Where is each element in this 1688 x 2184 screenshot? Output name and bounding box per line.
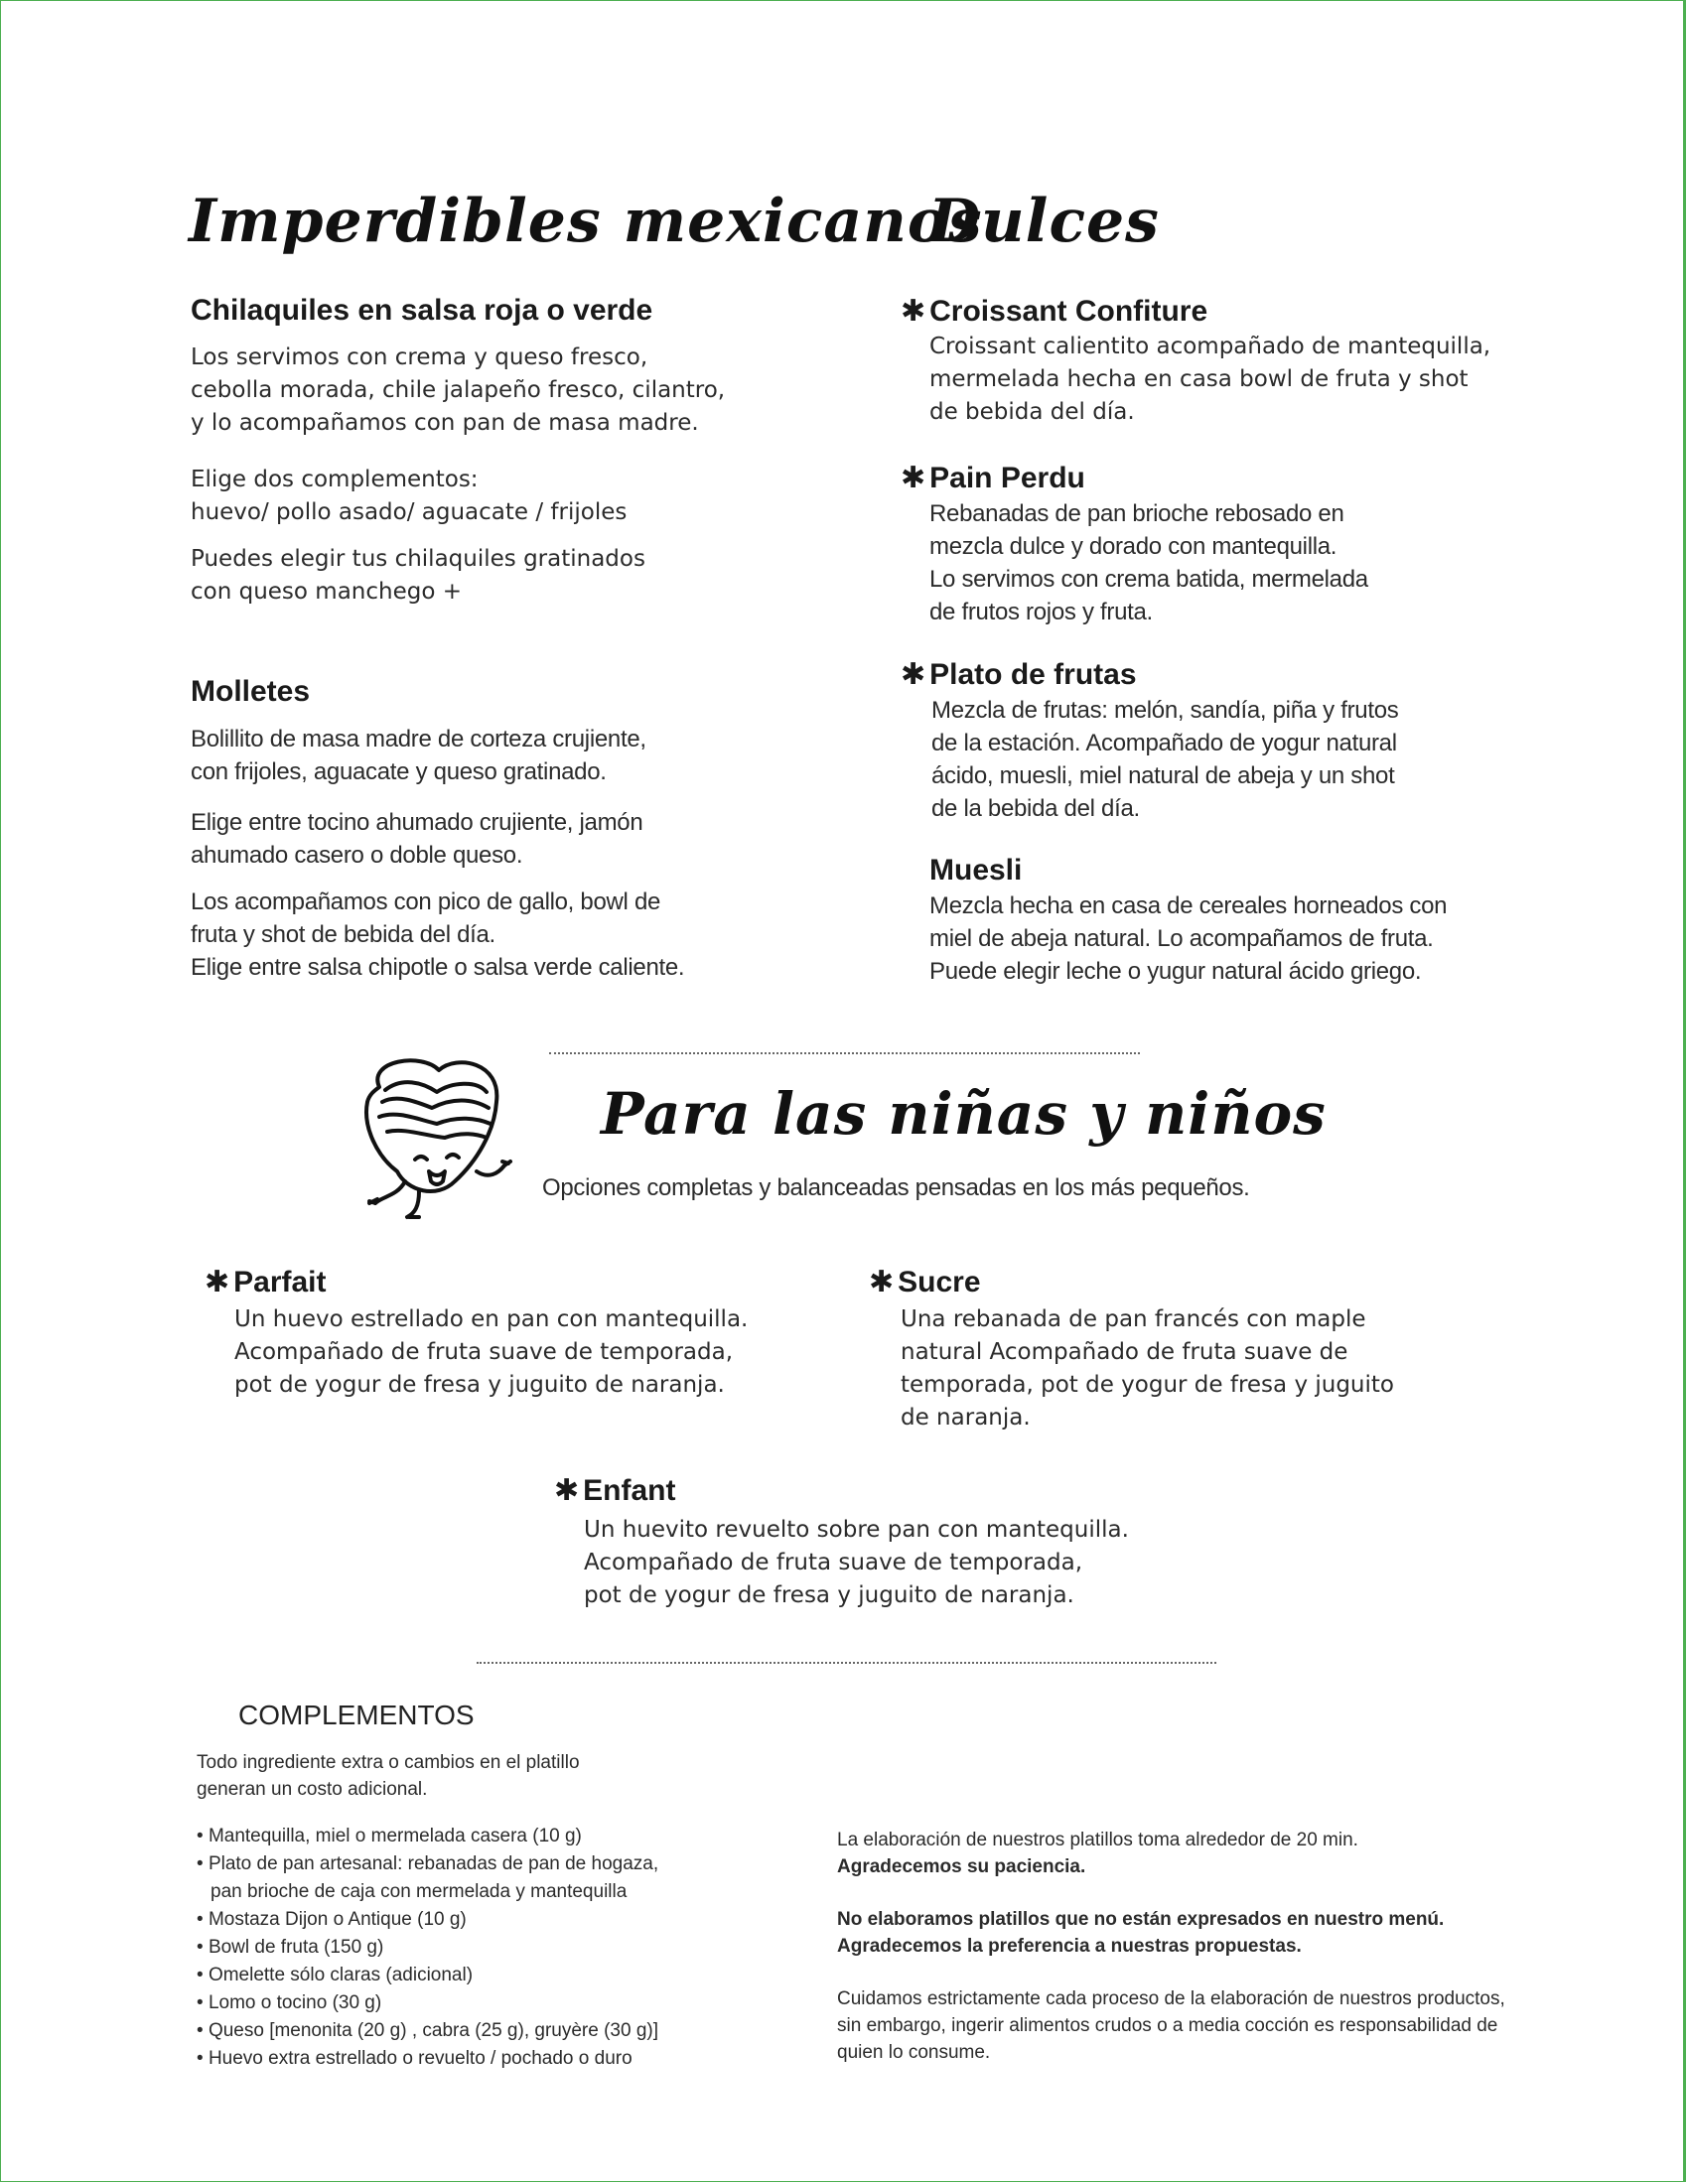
bread-mascot-icon [328, 1032, 526, 1231]
asterisk-icon: ✱ [869, 1265, 895, 1299]
desc-line: Una rebanada de pan francés con maple [901, 1306, 1366, 1332]
list-item: • Bowl de fruta (150 g) [197, 1934, 673, 1962]
desc-line: Un huevito revuelto sobre pan con mantequilla. [584, 1517, 1129, 1543]
item-plato-de-frutas [901, 657, 1536, 825]
disclaimer-line: sin embargo, ingerir alimentos crudos o a media cocción es responsabilidad de [837, 2015, 1498, 2036]
desc-line: y lo acompañamos con pan de masa madre. [191, 410, 699, 436]
item-description [234, 1303, 820, 1402]
item-description [931, 694, 1536, 825]
asterisk-icon: ✱ [901, 657, 926, 692]
item-muesli [929, 854, 1545, 988]
disclaimer-line: quien lo consume. [837, 2042, 991, 2063]
desc-line: Elige entre salsa chipotle o salsa verde caliente. [191, 954, 685, 981]
desc-line: de naranja. [901, 1405, 1031, 1431]
desc-line: pot de yogur de fresa y juguito de naranja. [584, 1582, 1074, 1608]
item-name: Sucre [898, 1266, 981, 1298]
list-item: • Lomo o tocino (30 g) [197, 1989, 673, 2017]
asterisk-icon: ✱ [901, 461, 926, 495]
note-preference: Agradecemos la preferencia a nuestras propuestas. [837, 1936, 1302, 1957]
section-title-kids: Para las niñas y niños [601, 1080, 1327, 1148]
desc-line: mermelada hecha en casa bowl de fruta y shot [929, 366, 1469, 392]
complementos-section [197, 1700, 792, 2073]
item-name: Pain Perdu [929, 462, 1085, 494]
complementos-list [197, 1823, 673, 2073]
item-description [929, 331, 1536, 429]
desc-line: Mezcla hecha en casa de cereales horneados con [929, 892, 1448, 919]
disclaimer-line: Cuidamos estrictamente cada proceso de la elaboración de nuestros productos, [837, 1988, 1505, 2009]
asterisk-icon: ✱ [205, 1265, 230, 1299]
desc-line: Acompañado de fruta suave de temporada, [234, 1339, 734, 1365]
item-gratin [191, 543, 786, 609]
item-parfait [205, 1265, 820, 1402]
item-name: Chilaquiles en salsa roja o verde [191, 294, 653, 327]
desc-line: temporada, pot de yogur de fresa y juguito [901, 1372, 1394, 1398]
desc-line: con frijoles, aguacate y queso gratinado. [191, 758, 607, 785]
note-time: La elaboración de nuestros platillos toma alrededor de 20 min. [837, 1830, 1358, 1850]
list-item: • Mostaza Dijon o Antique (10 g) [197, 1906, 673, 1934]
desc-line: Puedes elegir tus chilaquiles gratinados [191, 546, 645, 572]
divider-top [549, 1052, 1140, 1054]
list-item: • Plato de pan artesanal: rebanadas de pan de hogaza, pan brioche de caja con mermelada y mantequilla [197, 1850, 673, 1906]
desc-line: Un huevo estrellado en pan con mantequilla. [234, 1306, 749, 1332]
list-item: • Mantequilla, miel o mermelada casera (10 g) [197, 1823, 673, 1850]
desc-line: de frutos rojos y fruta. [929, 599, 1153, 625]
desc-line: Lo servimos con crema batida, mermelada [929, 566, 1368, 593]
desc-line: Rebanadas de pan brioche rebosado en [929, 500, 1344, 527]
item-name: Muesli [929, 854, 1023, 887]
desc-line: Elige entre tocino ahumado crujiente, jamón [191, 809, 643, 836]
item-description [191, 341, 786, 440]
desc-line: cebolla morada, chile jalapeño fresco, cilantro, [191, 377, 726, 403]
note-disclaimer [837, 1985, 1552, 2066]
desc-line: miel de abeja natural. Lo acompañamos de fruta. [929, 925, 1434, 952]
item-enfant [554, 1473, 1229, 1612]
complementos-title: COMPLEMENTOS [238, 1700, 475, 1730]
desc-line: natural Acompañado de fruta suave de [901, 1339, 1348, 1365]
item-name: Enfant [583, 1474, 676, 1507]
desc-line: Los acompañamos con pico de gallo, bowl de [191, 888, 661, 915]
desc-line: Puede elegir leche o yugur natural ácido griego. [929, 958, 1422, 985]
item-pain-perdu [901, 461, 1536, 628]
desc-line: fruta y shot de bebida del día. [191, 921, 495, 948]
desc-line: Acompañado de fruta suave de temporada, [584, 1550, 1083, 1575]
desc-line: de bebida del día. [929, 399, 1135, 425]
desc-line: Los servimos con crema y queso fresco, [191, 344, 648, 370]
kids-subtitle: Opciones completas y balanceadas pensadas en los más pequeños. [542, 1174, 1250, 1201]
item-choice [191, 806, 786, 872]
complementos-note [197, 1749, 792, 1803]
list-item: • Omelette sólo claras (adicional) [197, 1962, 673, 1989]
section-title-mexicanos: Imperdibles mexicanos [189, 187, 983, 256]
item-complements [191, 464, 786, 529]
list-item: • Huevo extra estrellado o revuelto / pochado o duro [197, 2045, 673, 2073]
desc-line: con queso manchego + [191, 579, 463, 605]
item-molletes [191, 675, 786, 984]
desc-line: ahumado casero o doble queso. [191, 842, 523, 869]
item-description [584, 1514, 1229, 1612]
item-chilaquiles [191, 294, 786, 609]
item-name: Parfait [233, 1266, 327, 1298]
note-line: Todo ingrediente extra o cambios en el platillo [197, 1752, 580, 1773]
item-name: Plato de frutas [929, 658, 1137, 691]
section-title-dulces: Dulces [928, 187, 1160, 256]
item-sides [191, 886, 786, 984]
desc-line: Croissant calientito acompañado de mantequilla, [929, 334, 1491, 359]
desc-line: pot de yogur de fresa y juguito de naranja. [234, 1372, 725, 1398]
item-description [929, 497, 1536, 628]
divider-bottom [477, 1662, 1216, 1664]
asterisk-icon: ✱ [901, 294, 926, 329]
list-item: • Queso [menonita (20 g) , cabra (25 g), gruyère (30 g)] [197, 2017, 673, 2045]
item-sucre [869, 1265, 1504, 1434]
item-description [191, 723, 786, 788]
desc-line: Bolillito de masa madre de corteza crujiente, [191, 726, 646, 752]
note-line: generan un costo adicional. [197, 1779, 428, 1800]
desc-line: Mezcla de frutas: melón, sandía, piña y frutos [931, 697, 1399, 724]
desc-line: huevo/ pollo asado/ aguacate / frijoles [191, 499, 628, 525]
desc-line: de la bebida del día. [931, 795, 1140, 822]
note-no-off-menu: No elaboramos platillos que no están expresados en nuestro menú. [837, 1909, 1445, 1930]
notes-section [837, 1827, 1552, 2066]
desc-line: Elige dos complementos: [191, 467, 479, 492]
item-croissant-confiture [901, 294, 1536, 429]
desc-line: ácido, muesli, miel natural de abeja y un shot [931, 762, 1395, 789]
item-description [929, 889, 1545, 988]
note-patience: Agradecemos su paciencia. [837, 1856, 1086, 1877]
item-name: Croissant Confiture [929, 295, 1208, 328]
desc-line: mezcla dulce y dorado con mantequilla. [929, 533, 1337, 560]
desc-line: de la estación. Acompañado de yogur natural [931, 730, 1397, 756]
item-name: Molletes [191, 675, 311, 708]
asterisk-icon: ✱ [554, 1473, 580, 1508]
item-description [901, 1303, 1504, 1434]
